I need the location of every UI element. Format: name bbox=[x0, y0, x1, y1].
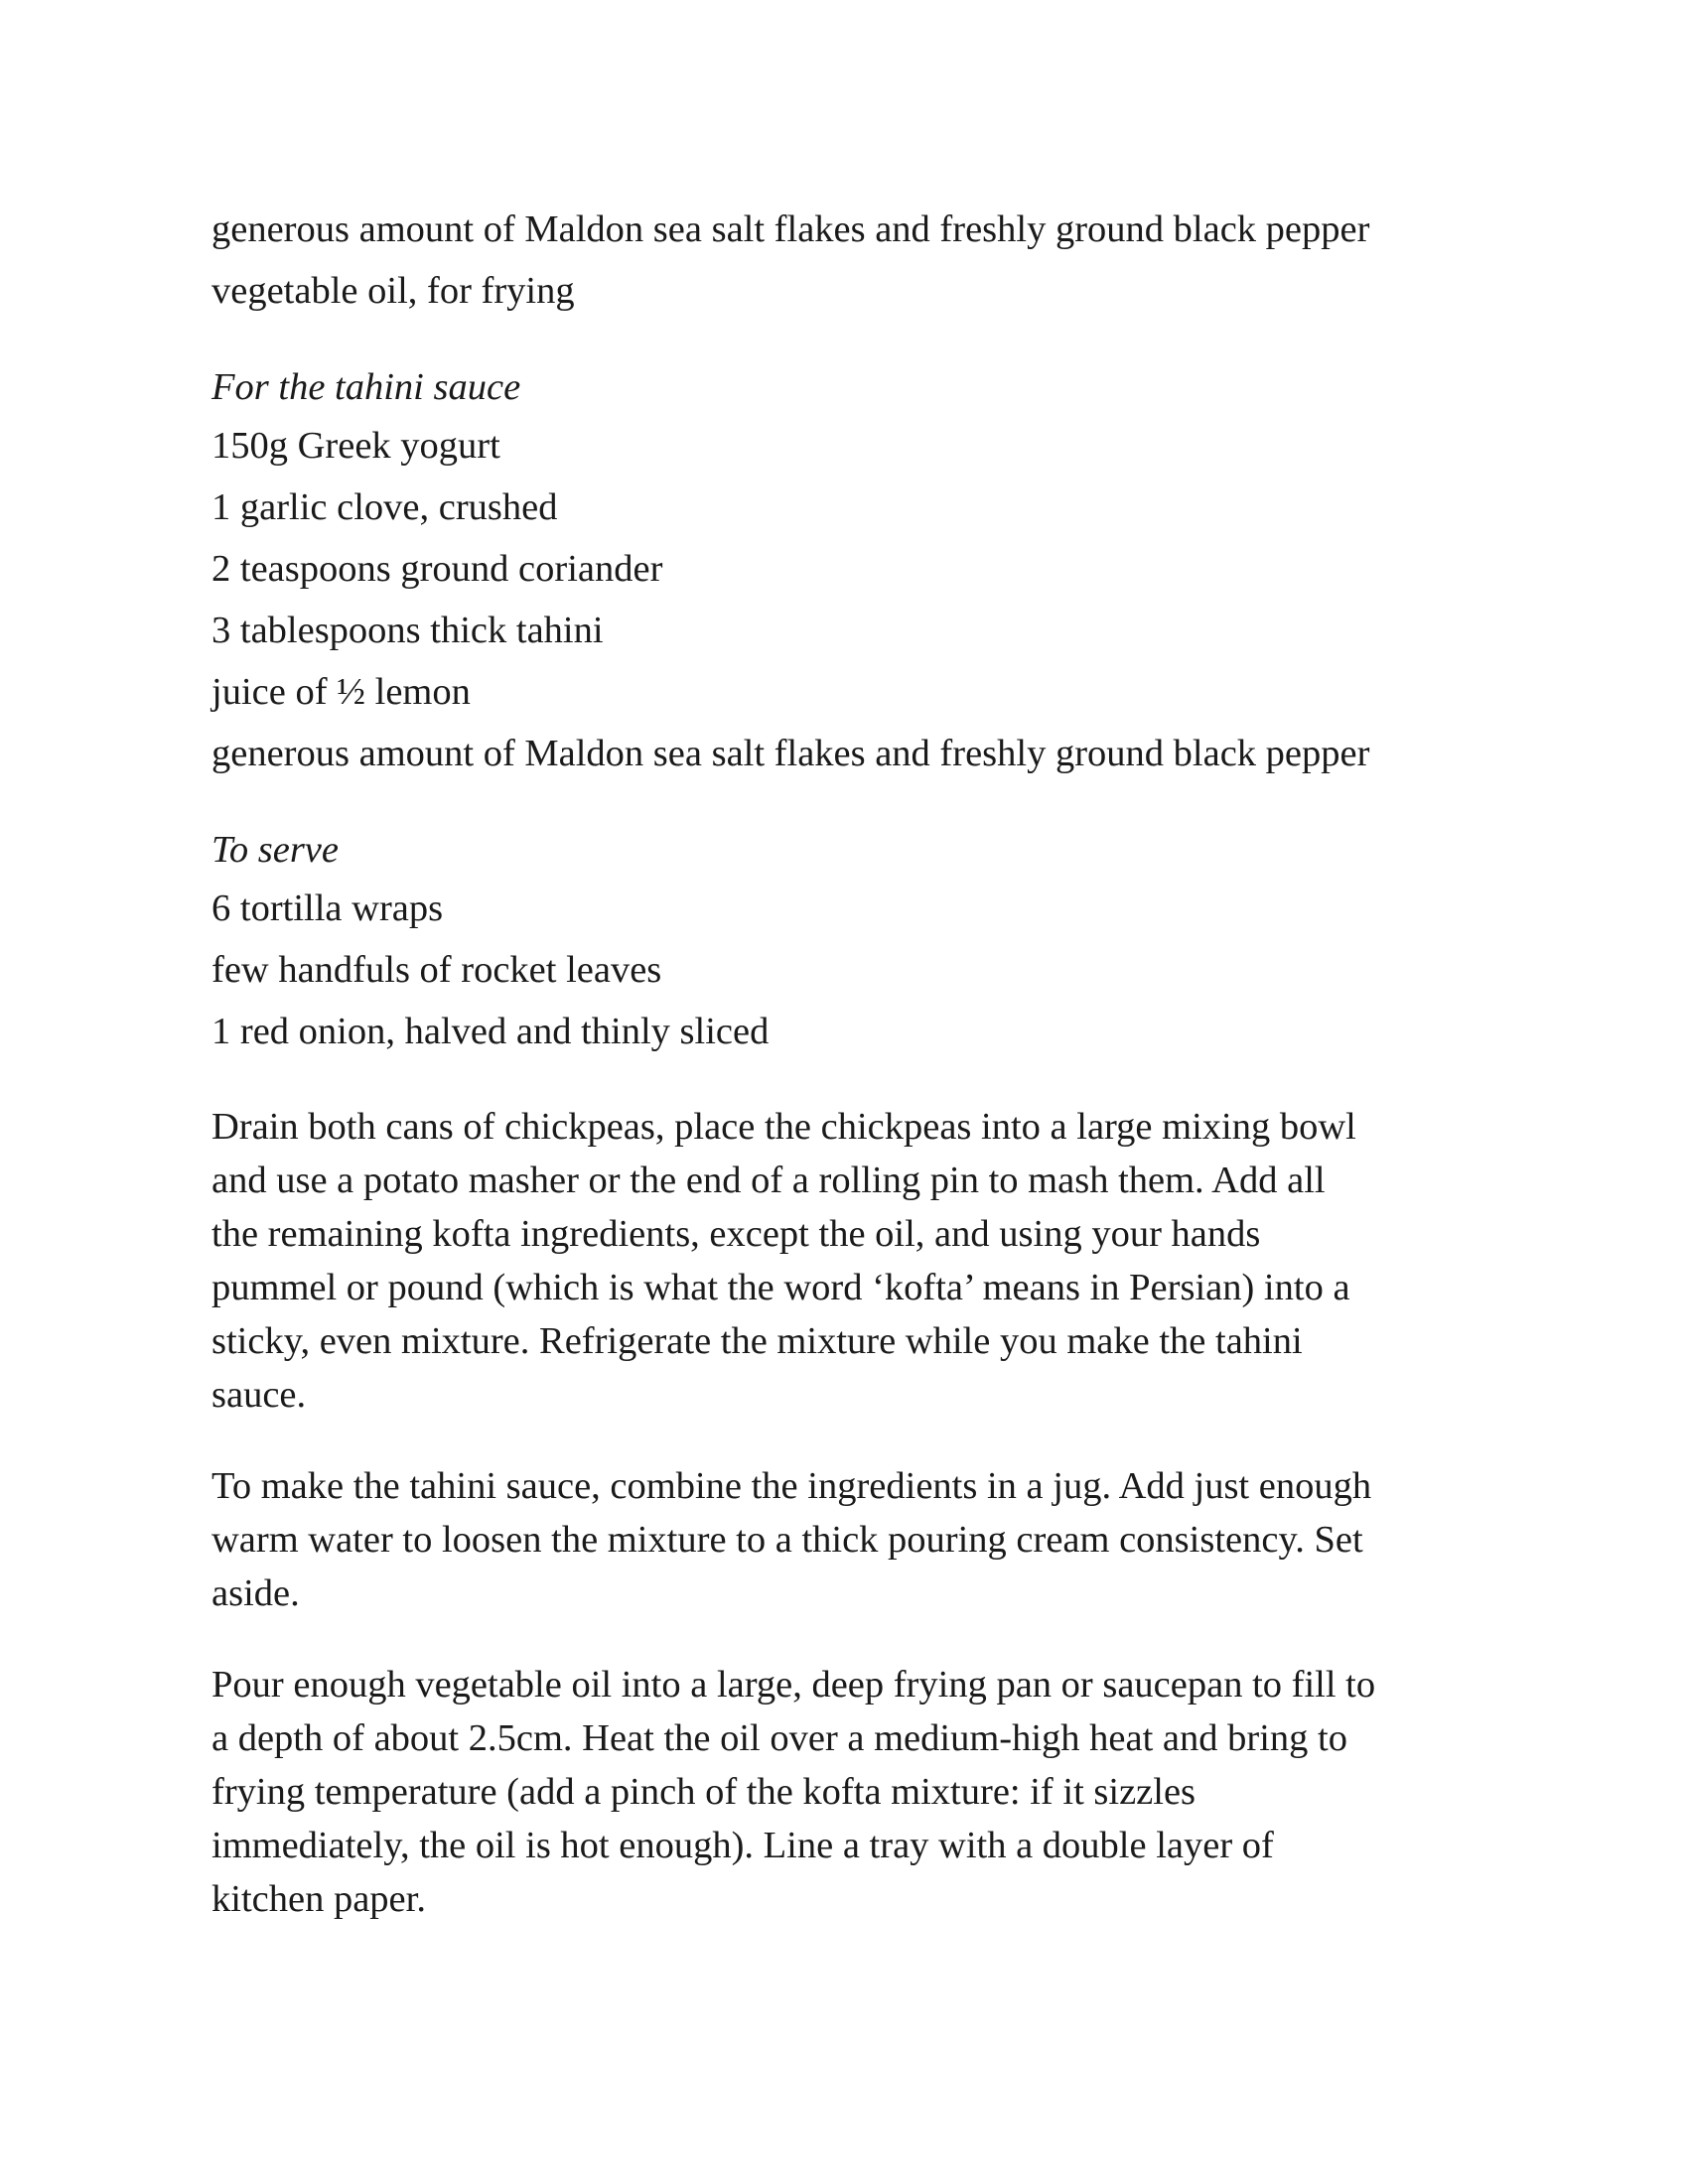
ingredient-line: generous amount of Maldon sea salt flakes and freshly ground black pepper bbox=[211, 733, 1370, 774]
ingredient-line: 1 garlic clove, crushed bbox=[211, 486, 558, 528]
ingredient-line: 2 teaspoons ground coriander bbox=[211, 548, 663, 590]
section-heading: For the tahini sauce bbox=[211, 366, 521, 408]
to-serve-section bbox=[211, 822, 1502, 1062]
ingredient-line: 1 red onion, halved and thinly sliced bbox=[211, 1011, 770, 1052]
method-paragraph: Drain both cans of chickpeas, place the chickpeas into a large mixing bowl and use a potato masher or the end of a rolling pin to mash them. Add all the remaining kofta ingredients, except the oil, and using your hands pummel or pound (which is what the word ‘kofta’ means in Persian) into a sticky, even mixture. Refrigerate the mixture while you make the tahini sauce. bbox=[211, 1106, 1356, 1416]
ingredients-continued bbox=[211, 199, 1502, 322]
ingredient-line: few handfuls of rocket leaves bbox=[211, 949, 662, 991]
tahini-sauce-section bbox=[211, 359, 1502, 784]
ingredient-line: generous amount of Maldon sea salt flakes and freshly ground black pepper bbox=[211, 208, 1370, 250]
ingredient-line: 150g Greek yogurt bbox=[211, 425, 500, 467]
ingredient-line: 6 tortilla wraps bbox=[211, 887, 444, 929]
method-section bbox=[211, 1100, 1502, 1926]
ingredient-line: vegetable oil, for frying bbox=[211, 270, 575, 312]
ingredient-line: 3 tablespoons thick tahini bbox=[211, 610, 604, 651]
method-paragraph: To make the tahini sauce, combine the ingredients in a jug. Add just enough warm water to loosen the mixture to a thick pouring cream consistency. Set aside. bbox=[211, 1465, 1372, 1614]
recipe-page bbox=[211, 199, 1502, 1926]
section-heading: To serve bbox=[211, 829, 339, 871]
ingredient-line: juice of ½ lemon bbox=[211, 671, 471, 713]
method-paragraph: Pour enough vegetable oil into a large, deep frying pan or saucepan to fill to a depth of about 2.5cm. Heat the oil over a medium-high heat and bring to frying temperature (add a pinch of the kofta mixture: if it sizzles immediately, the oil is hot enough). Line a tray with a double layer of kitchen paper. bbox=[211, 1664, 1376, 1920]
